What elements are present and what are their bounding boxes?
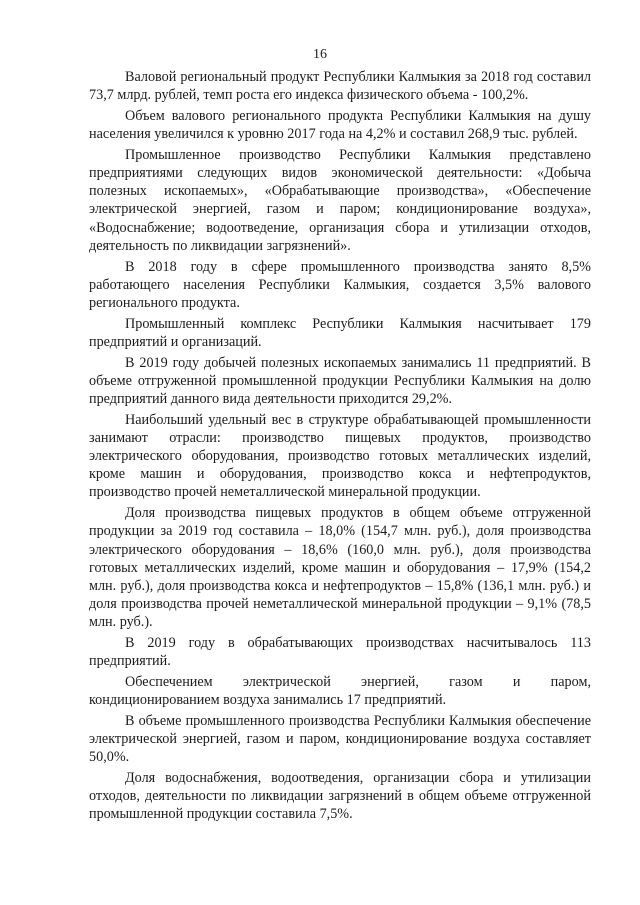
paragraph-manufacturing-structure: Наибольший удельный вес в структуре обрабатывающей промышленности занимают отрасли: производство пищевых продуктов, производство электрического оборудования, производство готовых металлических изделий, кроме машин и оборудования, производство кокса и нефтепродуктов, производство прочей неметаллической минеральной продукции.	[89, 411, 591, 501]
paragraph-enterprise-count: Промышленный комплекс Республики Калмыкия насчитывает 179 предприятий и организаций.	[89, 315, 591, 350]
page-number: 16	[313, 47, 327, 62]
paragraph-grp-2018: Валовой региональный продукт Республики Калмыкия за 2018 год составил 73,7 млрд. рублей, темп роста его индекса физического объема - 100,2%.	[89, 69, 591, 104]
paragraph-mining: В 2019 году добычей полезных ископаемых занимались 11 предприятий. В объеме отгруженной промышленной продукции Республики Калмыкия на долю предприятий данного вида деятельности приходится 29,2%.	[89, 354, 591, 407]
document-body	[89, 68, 591, 824]
paragraph-industry-employment: В 2018 году в сфере промышленного производства занято 8,5% работающего населения Республики Калмыкия, создается 3,5% валового регионального продукта.	[89, 258, 591, 311]
paragraph-manufacturing-count: В 2019 году в обрабатывающих производствах насчитывалось 113 предприятий.	[89, 635, 591, 670]
paragraph-manufacturing-shares: Доля производства пищевых продуктов в общем объеме отгруженной продукции за 2019 год составила – 18,0% (154,7 млн. руб.), доля производства электрического оборудования – 18,6% (160,0 млн. руб.), доля производства готовых металлических изделий, кроме машин и оборудования – 17,9% (154,2 млн. руб.), доля производства кокса и нефтепродуктов – 15,8% (136,1 млн. руб.) и доля производства прочей неметаллической минеральной продукции – 9,1% (78,5 млн. руб.).	[89, 505, 591, 631]
paragraph-energy-share: В объеме промышленного производства Республики Калмыкия обеспечение электрической энергией, газом и паром, кондиционирование воздуха составляет 50,0%.	[89, 712, 591, 766]
paragraph-energy-enterprises: Обеспечением электрической энергией, газом и паром, кондиционированием воздуха занимались 17 предприятий.	[89, 674, 591, 709]
paragraph-industry-activities: Промышленное производство Республики Калмыкия представлено предприятиями следующих видов экономической деятельности: «Добыча полезных ископаемых», «Обрабатывающие производства», «Обеспечение электрической энергией, газом и паром; кондиционирование воздуха», «Водоснабжение; водоотведение, организация сбора и утилизации отходов, деятельность по ликвидации загрязнений».	[89, 146, 591, 254]
paragraph-grp-per-capita: Объем валового регионального продукта Республики Калмыкия на душу населения увеличился к уровню 2017 года на 4,2% и составил 268,9 тыс. рублей.	[89, 107, 591, 143]
paragraph-water-waste-share: Доля водоснабжения, водоотведения, организации сбора и утилизации отходов, деятельности по ликвидации загрязнений в общем объеме отгруженной промышленной продукции составила 7,5%.	[89, 770, 591, 823]
